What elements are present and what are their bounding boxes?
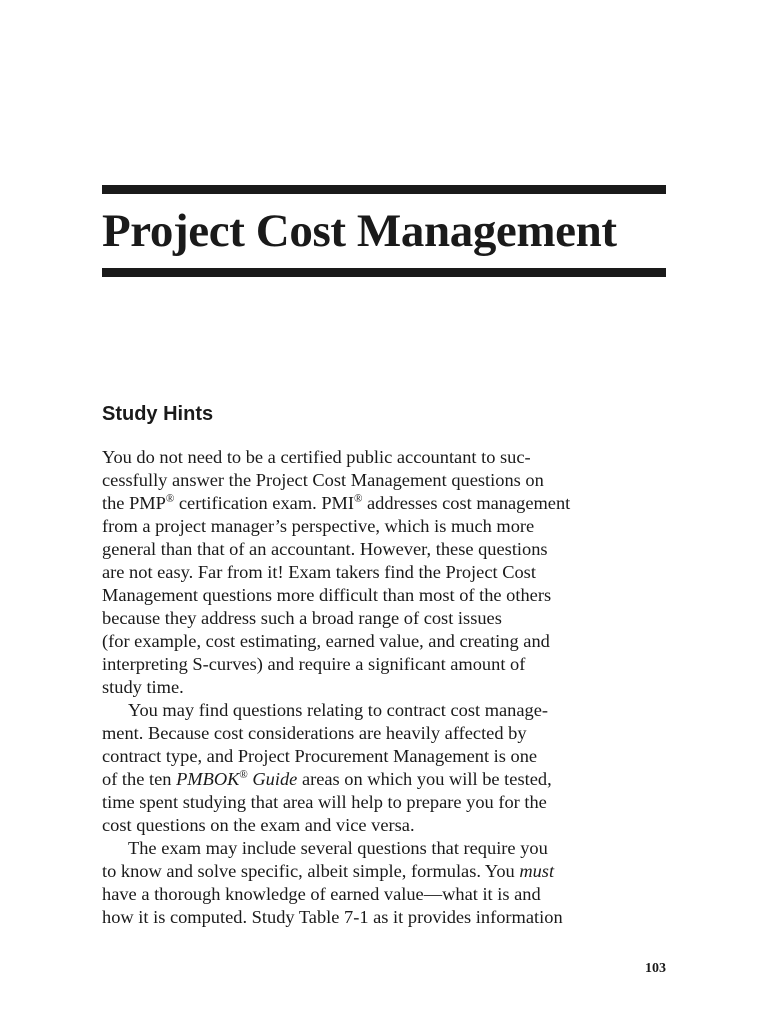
body-line: ment. Because cost considerations are heavily affected by xyxy=(102,723,527,743)
body-line: from a project manager’s perspective, which is much more xyxy=(102,516,535,536)
body-line: how it is computed. Study Table 7-1 as it provides information xyxy=(102,907,563,927)
title-rule-bottom xyxy=(102,268,666,277)
body-line: You do not need to be a certified public accountant to suc- xyxy=(102,447,531,467)
body-line: of the ten PMBOK® Guide areas on which you will be tested, xyxy=(102,768,552,789)
chapter-title: Project Cost Management xyxy=(102,205,617,257)
body-line: to know and solve specific, albeit simple, formulas. You must xyxy=(102,861,555,881)
body-line: cost questions on the exam and vice versa. xyxy=(102,815,415,835)
body-line: the PMP® certification exam. PMI® addresses cost management xyxy=(102,492,571,513)
body-line: interpreting S-curves) and require a significant amount of xyxy=(102,654,526,674)
body-line: contract type, and Project Procurement Management is one xyxy=(102,746,538,766)
body-line: study time. xyxy=(102,677,184,697)
body-line: are not easy. Far from it! Exam takers find the Project Cost xyxy=(102,562,536,582)
body-line: Management questions more difficult than most of the others xyxy=(102,585,552,605)
section-heading: Study Hints xyxy=(102,403,214,425)
body-text xyxy=(102,446,672,929)
body-line: general than that of an accountant. However, these questions xyxy=(102,539,548,559)
body-line: The exam may include several questions that require you xyxy=(128,838,548,858)
body-line: time spent studying that area will help to prepare you for the xyxy=(102,792,547,812)
body-line: have a thorough knowledge of earned value—what it is and xyxy=(102,884,541,904)
body-line: because they address such a broad range of cost issues xyxy=(102,608,502,628)
body-line: (for example, cost estimating, earned value, and creating and xyxy=(102,631,550,651)
body-line: You may find questions relating to contract cost manage- xyxy=(128,700,549,720)
title-rule-top xyxy=(102,185,666,194)
page-number: 103 xyxy=(645,961,666,976)
body-line: cessfully answer the Project Cost Management questions on xyxy=(102,470,544,490)
